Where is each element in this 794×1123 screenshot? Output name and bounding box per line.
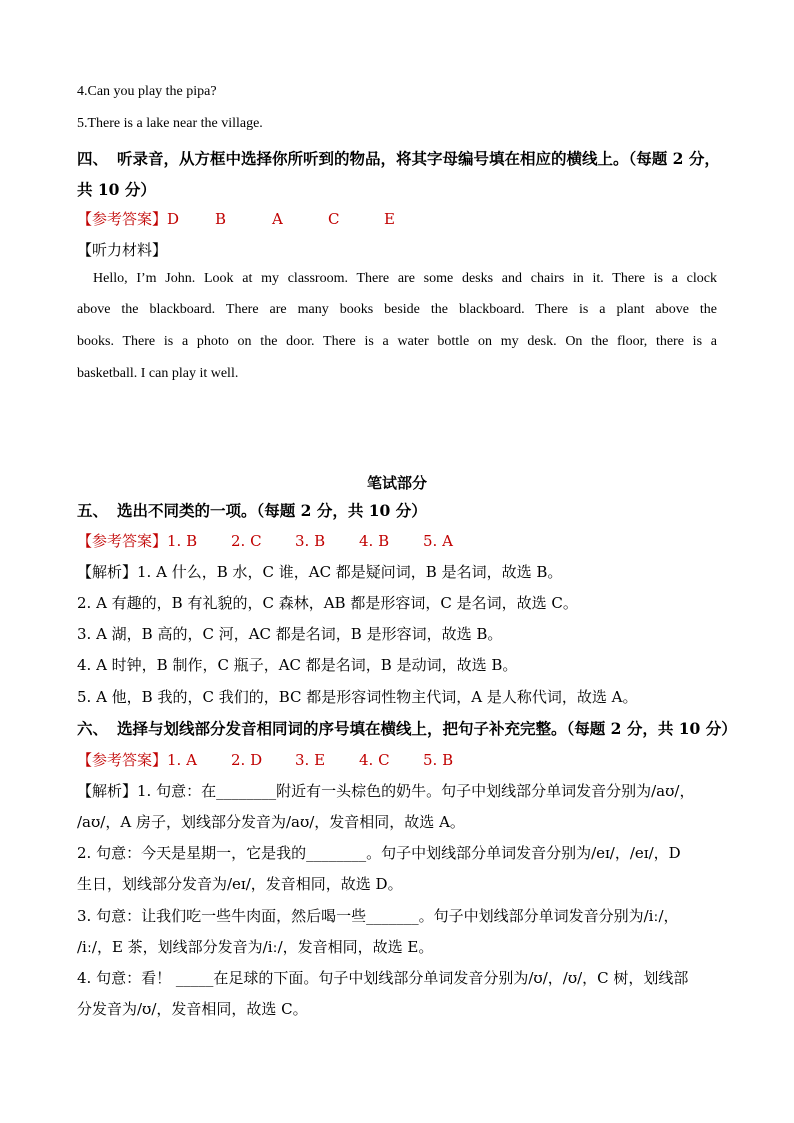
answer-item: B bbox=[215, 210, 227, 228]
analysis-text: 1. A 什么，B 水，C 谁，AC 都是疑问词，B 是名词，故选 B。 bbox=[137, 563, 563, 581]
answer-item: 2. C bbox=[231, 532, 262, 550]
analysis-line: 5. A 他，B 我的，C 我们的，BC 都是形容词性物主代词，A 是人称代词，故选 A。 bbox=[77, 688, 638, 706]
analysis-line bbox=[77, 561, 562, 582]
section-5-heading bbox=[77, 499, 427, 521]
answer-item: 1. B bbox=[167, 532, 198, 550]
section-title: 选择与划线部分发音相同词的序号填在横线上，把句子补充完整。（每题 2 分，共 10 分） bbox=[117, 719, 737, 738]
analysis-line: 生日，划线部分发音为/eɪ/，发音相同，故选 D。 bbox=[77, 875, 403, 893]
analysis-label: 【解析】 bbox=[77, 563, 138, 581]
answer-item: E bbox=[384, 210, 395, 228]
answer-item: 2. D bbox=[231, 751, 263, 769]
analysis-text: 1. 句意：在________附近有一头棕色的奶牛。句子中划线部分单词发音分别为/aʊ/， bbox=[137, 782, 695, 800]
answer-label: 【参考答案】 bbox=[77, 751, 168, 769]
written-part-title: 笔试部分 bbox=[366, 474, 427, 492]
listening-paragraph-line: Hello, I’m John. Look at my classroom. There are some desks and chairs in it. There is a clock bbox=[93, 271, 717, 286]
section-title: 选出不同类的一项。（每题 2 分，共 10 分） bbox=[117, 501, 427, 520]
answer-item: 4. C bbox=[359, 751, 390, 769]
section-6-heading bbox=[77, 717, 737, 739]
listening-material-label: 【听力材料】 bbox=[77, 241, 168, 259]
analysis-label: 【解析】 bbox=[77, 782, 138, 800]
analysis-line: /aʊ/，A 房子，划线部分发音为/aʊ/，发音相同，故选 A。 bbox=[77, 813, 465, 831]
section-6-answers bbox=[77, 749, 453, 770]
answer-item: 5. A bbox=[423, 532, 453, 550]
answer-item: D bbox=[167, 210, 180, 228]
answer-label: 【参考答案】 bbox=[77, 210, 168, 228]
analysis-line: 3. 句意：让我们吃一些牛肉面，然后喝一些_______。句子中划线部分单词发音分别为/iː/， bbox=[77, 907, 679, 925]
analysis-line: 3. A 湖，B 高的，C 河，AC 都是名词，B 是形容词，故选 B。 bbox=[77, 625, 503, 643]
answer-label: 【参考答案】 bbox=[77, 532, 168, 550]
question-5-text: 5.There is a lake near the village. bbox=[77, 116, 263, 131]
answer-item: 3. B bbox=[295, 532, 326, 550]
section-4-heading-cont: 共 10 分） bbox=[77, 180, 156, 199]
section-number: 六、 bbox=[77, 719, 109, 738]
question-4-text: 4.Can you play the pipa? bbox=[77, 84, 217, 99]
analysis-line: 4. A 时钟，B 制作，C 瓶子，AC 都是名词，B 是动词，故选 B。 bbox=[77, 656, 518, 674]
answer-item: 3. E bbox=[295, 751, 326, 769]
analysis-line: 4. 句意：看！ _____在足球的下面。句子中划线部分单词发音分别为/ʊ/，/ʊ/，C 树，划线部 bbox=[77, 969, 689, 987]
analysis-line: 2. 句意：今天是星期一，它是我的________。句子中划线部分单词发音分别为/eɪ/，/eɪ/，D bbox=[77, 844, 681, 862]
section-4-answers bbox=[77, 208, 395, 229]
section-title: 听录音，从方框中选择你所听到的物品，将其字母编号填在相应的横线上。（每题 2 分， bbox=[117, 149, 720, 168]
section-number: 五、 bbox=[77, 501, 109, 520]
listening-paragraph-line: above the blackboard. There are many books beside the blackboard. There is a plant above the bbox=[77, 302, 717, 317]
section-5-answers bbox=[77, 530, 453, 551]
section-4-heading bbox=[77, 147, 720, 169]
answer-item: C bbox=[328, 210, 340, 228]
analysis-line: 分发音为/ʊ/，发音相同，故选 C。 bbox=[77, 1000, 308, 1018]
listening-paragraph-line: books. There is a photo on the door. There is a water bottle on my desk. On the floor, there is a bbox=[77, 334, 717, 349]
section-number: 四、 bbox=[77, 149, 109, 168]
listening-paragraph-line: basketball. I can play it well. bbox=[77, 366, 239, 381]
answer-item: 4. B bbox=[359, 532, 390, 550]
analysis-line: /iː/，E 茶，划线部分发音为/iː/，发音相同，故选 E。 bbox=[77, 938, 434, 956]
answer-item: 5. B bbox=[423, 751, 454, 769]
analysis-line: 2. A 有趣的，B 有礼貌的，C 森林，AB 都是形容词，C 是名词，故选 C。 bbox=[77, 594, 578, 612]
analysis-line bbox=[77, 780, 694, 801]
answer-item: A bbox=[272, 210, 283, 228]
answer-item: 1. A bbox=[167, 751, 197, 769]
